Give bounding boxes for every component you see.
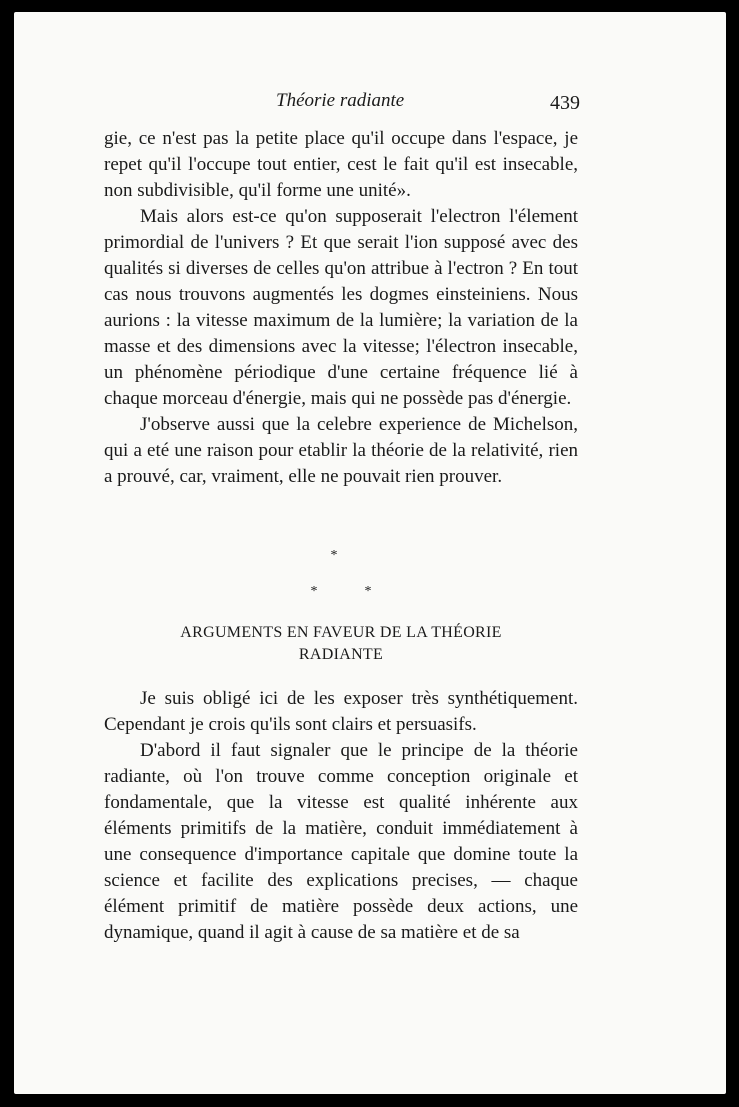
section-heading-line: ARGUMENTS EN FAVEUR DE LA THÉORIE	[180, 624, 502, 641]
text-block-2	[104, 686, 578, 946]
section-heading-line: RADIANTE	[298, 646, 384, 663]
paragraph: D'abord il faut signaler que le principe de la théorie radiante, où l'on trouve comme conception originale et fondamentale, que la vitesse est qualité inhérente aux éléments primitifs de la matière, conduit immédiatement à une consequence d'importance capitale que domine toute la science et facilite des explications precises, — chaque élément primitif de matière possède deux actions, une dynamique, quand il agit à cause de sa matière et de sa	[104, 740, 578, 943]
book-page	[14, 12, 726, 1094]
paragraph: Je suis obligé ici de les exposer très synthétiquement. Cependant je crois qu'ils sont clairs et persuasifs.	[104, 688, 578, 735]
running-head	[14, 84, 726, 114]
section-heading	[104, 622, 578, 666]
text-block-1	[104, 126, 578, 490]
asterism-mark: *	[310, 584, 318, 599]
asterism-mark: *	[330, 548, 338, 563]
paragraph: gie, ce n'est pas la petite place qu'il occupe dans l'espace, je repet qu'il l'occupe tout entier, cest le fait qu'il est insecable, non subdivisible, qu'il forme une unité».	[104, 128, 578, 201]
asterism-mark: *	[364, 584, 372, 599]
paragraph: J'observe aussi que la celebre experience de Michelson, qui a eté une raison pour etablir la théorie de la relativité, rien a prouvé, car, vraiment, elle ne pouvait rien prouver.	[104, 414, 578, 487]
page-number: 439	[550, 92, 580, 114]
running-title: Théorie radiante	[276, 90, 405, 111]
paragraph: Mais alors est-ce qu'on supposerait l'electron l'élement primordial de l'univers ? Et que serait l'ion supposé avec des qualités si diverses de celles qu'on attribue à l'ectron ? En tout cas nous trouvons augmentés les dogmes einsteiniens. Nous aurions : la vitesse maximum de la lumière; la variation de la masse et des dimensions avec la vitesse; l'électron insecable, un phénomène périodique d'une certaine fréquence lié à chaque morceau d'énergie, mais qui ne possède pas d'énergie.	[104, 206, 578, 409]
